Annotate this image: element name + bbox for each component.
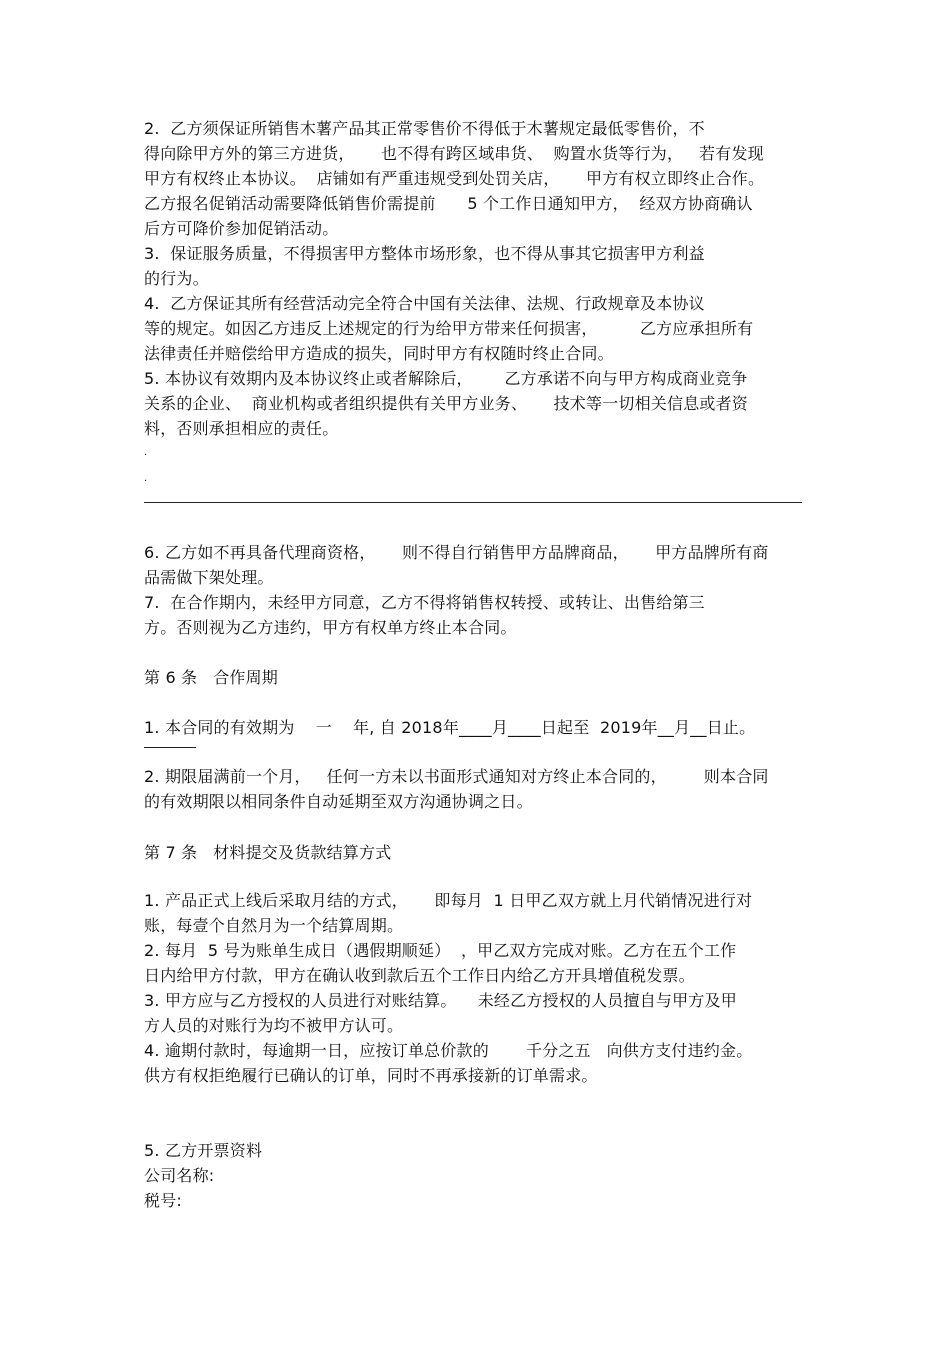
clause-4-line-2: 等的规定。如因乙方违反上述规定的行为给甲方带来任何损害， 乙方应承担所有 xyxy=(144,319,754,338)
underline-mark xyxy=(144,747,196,748)
clause-7-line-2: 方。否则视为乙方违约，甲方有权单方终止本合同。 xyxy=(144,618,517,637)
article-7-line-5: 3. 甲方应与乙方授权的人员进行对账结算。 未经乙方授权的人员擅自与甲方及甲 xyxy=(144,991,737,1010)
clause-4-line-3: 法律责任并赔偿给甲方造成的损失，同时甲方有权随时终止合同。 xyxy=(144,344,614,363)
article-7-line-2: 账，每壹个自然月为一个结算周期。 xyxy=(144,916,404,935)
article-7-line-8: 供方有权拒绝履行已确认的订单，同时不再承接新的订单需求。 xyxy=(144,1066,598,1085)
clause-3-line-1: 3. 保证服务质量，不得损害甲方整体市场形象，也不得从事其它损害甲方利益 xyxy=(144,244,705,263)
article-7-heading: 第 7 条 材料提交及货款结算方式 xyxy=(144,843,392,862)
dot-marker: . xyxy=(144,473,148,484)
page-divider xyxy=(144,502,802,503)
article-7-line-3: 2. 每月 5 号为账单生成日（遇假期顺延） ，甲乙双方完成对账。乙方在五个工作 xyxy=(144,941,737,960)
clause-2-line-1: 2. 乙方须保证所销售木薯产品其正常零售价不得低于木薯规定最低零售价，不 xyxy=(144,119,705,138)
clause-6-line-2: 品需做下架处理。 xyxy=(144,568,274,587)
company-name-label: 公司名称: xyxy=(144,1166,215,1185)
clause-4-line-1: 4. 乙方保证其所有经营活动完全符合中国有关法律、法规、行政规章及本协议 xyxy=(144,294,705,313)
article-6-clause-2-line-1: 2. 期限届满前一个月， 任何一方未以书面形式通知对方终止本合同的， 则本合同 xyxy=(144,767,769,786)
clause-2-line-3: 甲方有权终止本协议。 店铺如有严重违规受到处罚关店， 甲方有权立即终止合作。 xyxy=(144,169,765,188)
clause-6-line-1: 6. 乙方如不再具备代理商资格， 则不得自行销售甲方品牌商品， 甲方品牌所有商 xyxy=(144,543,769,562)
clause-5-line-3: 料，否则承担相应的责任。 xyxy=(144,419,339,438)
clause-2-line-5: 后方可降价参加促销活动。 xyxy=(144,219,339,238)
article-6-clause-1: 1. 本合同的有效期为 一 年, 自 2018年____月____日起至 2019年__月__日止。 xyxy=(144,718,756,737)
clause-2-line-4: 乙方报名促销活动需要降低销售价需提前 5 个工作日通知甲方， 经双方协商确认 xyxy=(144,194,753,213)
clause-5-line-2: 关系的企业、 商业机构或者组织提供有关甲方业务、 技术等一切相关信息或者资 xyxy=(144,394,749,413)
invoice-title: 5. 乙方开票资料 xyxy=(144,1141,263,1160)
clause-3-line-2: 的行为。 xyxy=(144,269,209,288)
article-7-line-4: 日内给甲方付款，甲方在确认收到款后五个工作日内给乙方开具增值税发票。 xyxy=(144,966,695,985)
article-7-line-7: 4. 逾期付款时，每逾期一日，应按订单总价款的 千分之五 向供方支付违约金。 xyxy=(144,1041,753,1060)
article-6-heading: 第 6 条 合作周期 xyxy=(144,668,279,687)
clause-5-line-1: 5. 本协议有效期内及本协议终止或者解除后， 乙方承诺不向与甲方构成商业竞争 xyxy=(144,369,748,388)
article-7-line-1: 1. 产品正式上线后采取月结的方式， 即每月 1 日甲乙双方就上月代销情况进行对 xyxy=(144,891,753,910)
article-7-line-6: 方人员的对账行为均不被甲方认可。 xyxy=(144,1016,404,1035)
article-6-clause-2-line-2: 的有效期限以相同条件自动延期至双方沟通协调之日。 xyxy=(144,792,533,811)
dot-marker: . xyxy=(144,447,148,458)
tax-number-label: 税号: xyxy=(144,1191,182,1210)
clause-2-line-2: 得向除甲方外的第三方进货， 也不得有跨区域串货、 购置水货等行为， 若有发现 xyxy=(144,144,764,163)
clause-7-line-1: 7. 在合作期内，未经甲方同意，乙方不得将销售权转授、或转让、出售给第三 xyxy=(144,593,705,612)
